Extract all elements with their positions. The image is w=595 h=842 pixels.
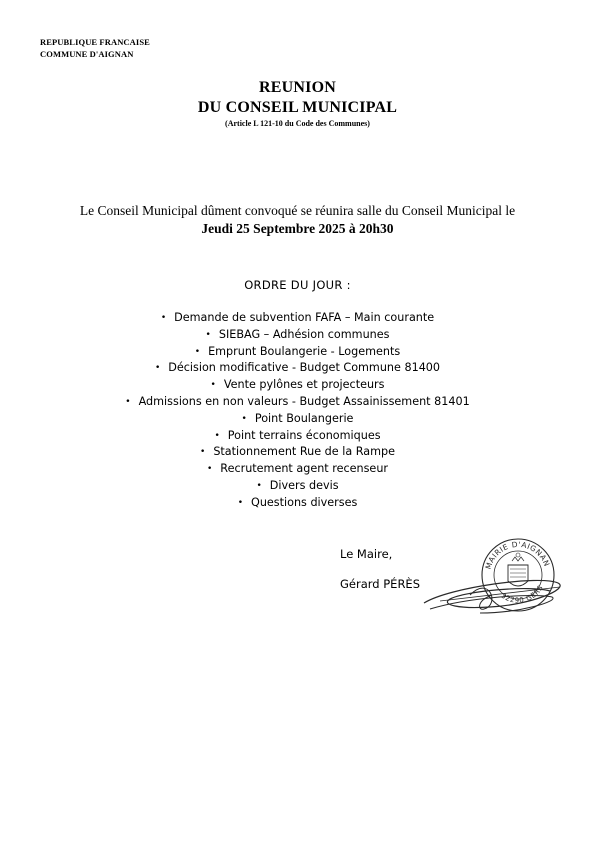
agenda-item-label: Stationnement Rue de la Rampe — [213, 445, 395, 459]
list-item — [0, 360, 595, 377]
svg-text:MAIRIE D'AIGNAN — [484, 540, 552, 570]
list-item — [0, 478, 595, 495]
article-reference: (Article L 121-10 du Code des Communes) — [225, 119, 370, 128]
agenda-item-label: Questions diverses — [251, 495, 358, 509]
agenda-list — [0, 310, 595, 512]
list-item — [0, 377, 595, 394]
republic-label: REPUBLIQUE FRANCAISE — [40, 37, 150, 47]
agenda-item-label: Point terrains économiques — [227, 428, 381, 442]
bullet-icon: • — [160, 313, 167, 323]
bullet-icon: • — [200, 447, 206, 458]
title-block — [0, 78, 595, 130]
bullet-icon: • — [154, 363, 161, 374]
seal-bottom-text: 32290 GERS — [499, 583, 545, 605]
list-item — [0, 394, 595, 411]
title-line-1: REUNION — [259, 79, 336, 96]
agenda-item-label: Emprunt Boulangerie - Logements — [208, 344, 401, 358]
list-item — [0, 461, 595, 478]
list-item — [0, 310, 595, 327]
signatory-role: Le Maire, — [340, 547, 393, 561]
bullet-icon: • — [125, 396, 131, 407]
agenda-item-label: Point Boulangerie — [254, 411, 354, 425]
signature-block — [340, 546, 420, 592]
list-item — [0, 444, 595, 461]
bullet-icon: • — [256, 480, 262, 491]
agenda-item-label: Recrutement agent recenseur — [220, 462, 389, 476]
bullet-icon: • — [241, 413, 247, 424]
list-item — [0, 327, 595, 344]
mayor-seal-stamp — [420, 535, 570, 627]
agenda-item-label: Décision modificative - Budget Commune 81400 — [168, 361, 441, 375]
agenda-item-label: Divers devis — [269, 478, 339, 492]
seal-top-text: MAIRIE D'AIGNAN — [483, 539, 552, 571]
agenda-item-label: Vente pylônes et projecteurs — [223, 378, 385, 392]
convocation-paragraph — [0, 202, 595, 238]
list-item — [0, 495, 595, 512]
bullet-icon: • — [210, 380, 216, 391]
commune-label: COMMUNE D'AIGNAN — [40, 49, 134, 59]
list-item — [0, 344, 595, 361]
svg-text:32290 GERS — [500, 584, 545, 605]
meeting-date: Jeudi 25 Septembre 2025 à 20h30 — [201, 221, 394, 236]
document-header — [40, 36, 150, 60]
list-item — [0, 428, 595, 445]
convocation-text: Le Conseil Municipal dûment convoqué se réunira salle du Conseil Municipal le — [79, 203, 516, 218]
signatory-name: Gérard PÉRÈS — [340, 577, 421, 591]
agenda-heading: ORDRE DU JOUR : — [244, 278, 351, 292]
agenda-item-label: Demande de subvention FAFA – Main courante — [174, 311, 435, 324]
title-line-2: DU CONSEIL MUNICIPAL — [197, 99, 398, 116]
bullet-icon: • — [194, 346, 201, 357]
bullet-icon: • — [237, 497, 244, 508]
list-item — [0, 411, 595, 428]
bullet-icon: • — [206, 464, 213, 475]
agenda-item-label: SIEBAG – Adhésion communes — [218, 327, 390, 341]
bullet-icon: • — [205, 329, 211, 340]
bullet-icon: • — [214, 430, 220, 441]
agenda-item-label: Admissions en non valeurs - Budget Assainissement 81401 — [138, 394, 470, 408]
